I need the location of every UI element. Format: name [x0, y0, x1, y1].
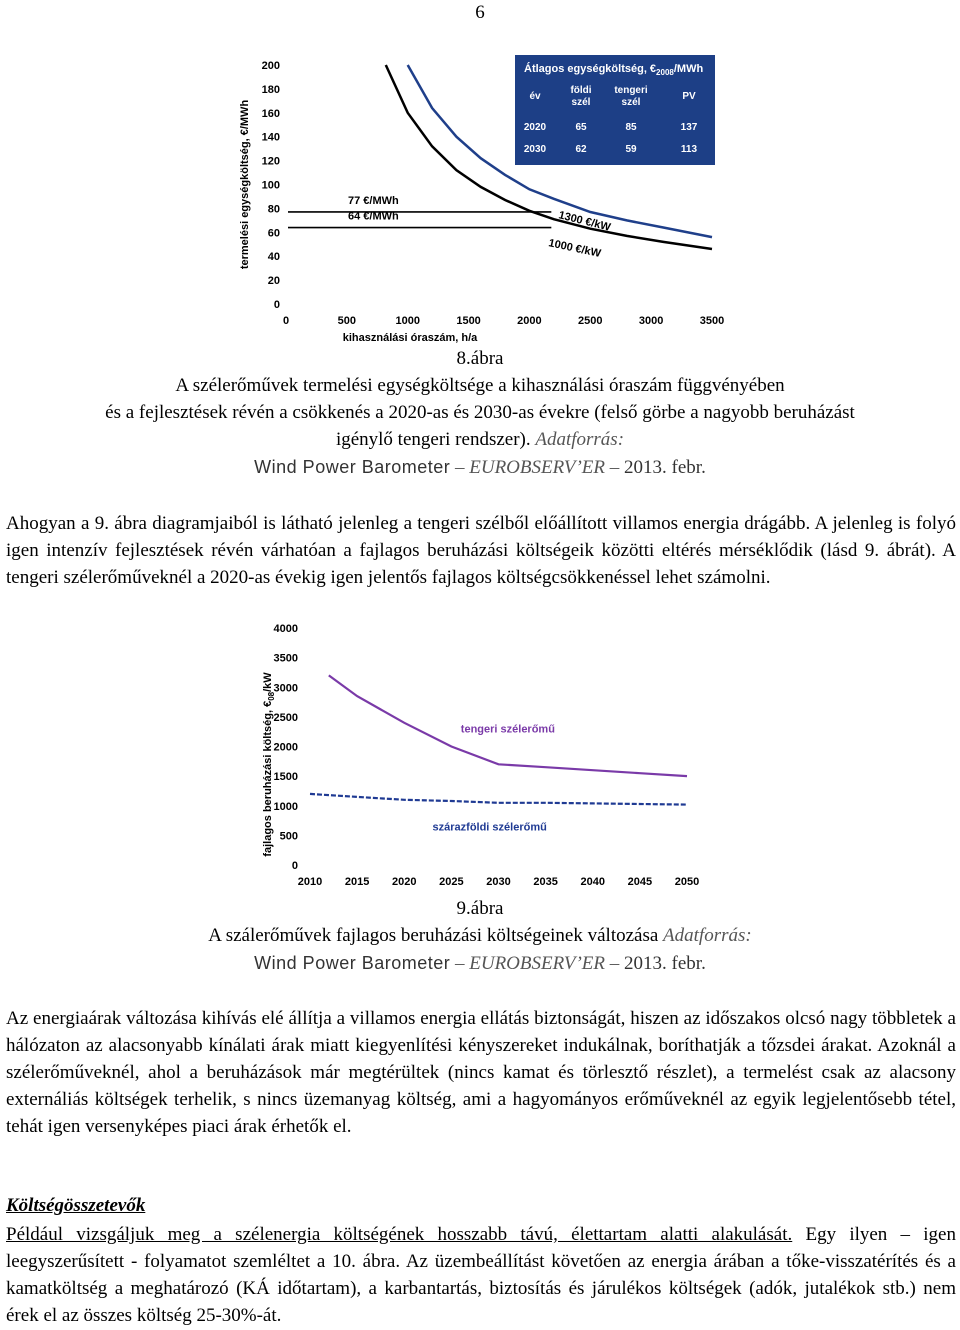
table-cell: 2020 [523, 122, 547, 133]
figure-8-caption-line3 [0, 427, 960, 453]
page-number: 6 [475, 2, 485, 23]
table-cell: 2030 [523, 144, 547, 155]
figure-9-source-label: Adatforrás: [663, 925, 752, 946]
paragraph-3-rest: Egy ilyen – igen leegyszerűsített - folyamatot szemléltet a 10. ábra. Az üzembeállítást követően az energia árában a tőke-visszatérítés és a kamatköltség a meghatározó (KÁ időtartam), a karbantartás, biztosítás és járulékos költségek (adók, jutalékok stb.) nem érek el az összes költség 25-30%-át. [6, 1224, 956, 1326]
series-label-2: szárazföldi szélerőmű [432, 821, 547, 834]
figure-9-label: 9.ábra [456, 898, 504, 919]
x-tick-label: 2020 [392, 876, 417, 888]
series-label-1: 1300 €/kW [557, 209, 612, 234]
table-cell: 85 [625, 122, 637, 133]
table-title: Átlagos egységköltség, $€_{2008}$/MWh [524, 63, 704, 77]
section-heading: Költségösszetevők [6, 1195, 146, 1216]
annotation-label-2: 64 €/MWh [348, 210, 399, 223]
table-cell: 65 [575, 122, 587, 133]
table-header: PV [682, 91, 696, 102]
x-tick-label: 2040 [580, 876, 605, 888]
y-tick-label: 120 [261, 155, 280, 168]
x-tick-label: 2500 [578, 315, 603, 327]
paragraph-3-underlined: Például vizsgáljuk meg a szélenergia költségének hosszabb távú, élettartam alatti alakulását. [6, 1224, 793, 1245]
y-axis-label: fajlagos beruházási költség, $€_{08}/kW$ [262, 672, 276, 857]
paragraph-3 [6, 1221, 956, 1329]
x-tick-label: 2015 [344, 876, 370, 888]
x-tick-label: 2045 [627, 876, 653, 888]
figure-9-caption [0, 923, 960, 949]
y-tick-label: 40 [267, 251, 280, 264]
investment-cost-chart [255, 620, 715, 895]
table-cell: 59 [625, 144, 637, 155]
y-tick-label: 2000 [273, 741, 298, 754]
table-header: szél [621, 97, 641, 108]
figure-8-caption-text: igénylő tengeri rendszer). [335, 429, 536, 450]
y-tick-label: 2500 [273, 711, 298, 724]
figure-8-source-org: – EUROBSERV’ER – [450, 457, 625, 478]
x-tick-label: 3000 [638, 315, 664, 327]
figure-9-source-name: Wind Power Barometer [254, 953, 451, 973]
x-tick-label: 2050 [674, 876, 700, 888]
figure-8-label: 8.ábra [456, 348, 504, 369]
table-header: tengeri [614, 85, 648, 96]
y-tick-label: 160 [261, 107, 280, 120]
table-header: földi [570, 85, 592, 96]
figure-8-source [0, 454, 960, 481]
y-tick-label: 20 [267, 275, 280, 288]
x-tick-label: 1500 [456, 315, 481, 327]
table-header: év [529, 91, 541, 102]
y-tick-label: 100 [261, 179, 280, 192]
figure-9-source [0, 950, 960, 977]
figure-8-caption-line2: és a fejlesztések révén a csökkenés a 2020-as és 2030-as évekre (felső görbe a nagyobb beruházást [105, 402, 855, 423]
y-tick-label: 80 [267, 203, 280, 216]
x-axis-label: kihasználási óraszám, h/a [342, 332, 478, 344]
y-tick-label: 3000 [273, 682, 298, 695]
table-cell: 62 [575, 144, 587, 155]
y-tick-label: 3500 [273, 652, 298, 665]
x-tick-label: 2025 [439, 876, 464, 888]
y-tick-label: 60 [267, 227, 280, 240]
table-header: szél [571, 97, 591, 108]
y-tick-label: 4000 [273, 623, 298, 635]
unit-cost-chart [230, 50, 730, 345]
series-label-2: 1000 €/kW [547, 237, 602, 260]
y-tick-label: 1500 [273, 771, 298, 784]
x-tick-label: 0 [282, 315, 290, 327]
paragraph-2: Az energiaárak változása kihívás elé állítja a villamos energia ellátás biztonságát, hiszen az időszakos olcsó nagy többletek a hálózaton az alacsonyabb kínálati árak miatt kiegyenlítési kényszereket indukálnak, boríthatják a tőzsdei árakat. Azoknál a szélerőműveknél, ahol a beruházások már megtérültek (nincs kamat és törlesztő részlet), a termelést csak az alacsony externáliás költségek terhelik, s nincs üzemanyag költség, ami a hagyományos erőműveknél az egyik legjelentősebb tétel, tehát igen versenyképes piaci árak érhetők el. [6, 1008, 956, 1137]
figure-9-source-date: 2013. febr. [624, 953, 706, 974]
x-tick-label: 2010 [297, 876, 323, 888]
y-tick-label: 200 [261, 60, 280, 72]
figure-8-source-label: Adatforrás: [535, 429, 625, 450]
table-cell: 137 [680, 122, 698, 133]
table-cell: 113 [680, 144, 698, 155]
figure-8-source-date: 2013. febr. [624, 457, 706, 478]
x-tick-label: 1000 [395, 315, 420, 327]
y-tick-label: 0 [291, 860, 298, 872]
x-tick-label: 2030 [486, 876, 511, 888]
series-label-1: tengeri szélerőmű [460, 723, 555, 736]
annotation-label-1: 77 €/MWh [348, 194, 399, 207]
x-tick-label: 2035 [533, 876, 558, 888]
y-tick-label: 0 [273, 299, 280, 311]
figure-9-source-org: – EUROBSERV’ER – [450, 953, 625, 974]
x-tick-label: 3500 [699, 315, 725, 327]
x-tick-label: 2000 [517, 315, 542, 327]
y-tick-label: 140 [261, 131, 280, 144]
y-tick-label: 500 [279, 830, 298, 843]
y-tick-label: 180 [261, 83, 280, 96]
y-axis-label: termelési egységköltség, €/MWh [239, 99, 251, 270]
figure-8-source-name: Wind Power Barometer [254, 457, 451, 477]
figure-8-caption-line1: A szélerőművek termelési egységköltsége a kihasználási óraszám függvényében [175, 375, 785, 396]
y-tick-label: 1000 [273, 800, 298, 813]
figure-9-caption-text: A szálerőművek fajlagos beruházási költségeinek változása [208, 925, 664, 946]
x-tick-label: 500 [337, 315, 357, 327]
paragraph-1: Ahogyan a 9. ábra diagramjaiból is látható jelenleg a tengeri szélből előállított villamos energia drágább. A jelenleg is folyó igen intenzív fejlesztések révén várhatóan a fajlagos beruházási költségeik közötti eltérés mérséklődik (lásd 9. ábrát). A tengeri szélerőműveknél a 2020-as évekig igen jelentős fajlagos költségcsökkenéssel lehet számolni. [6, 513, 956, 588]
